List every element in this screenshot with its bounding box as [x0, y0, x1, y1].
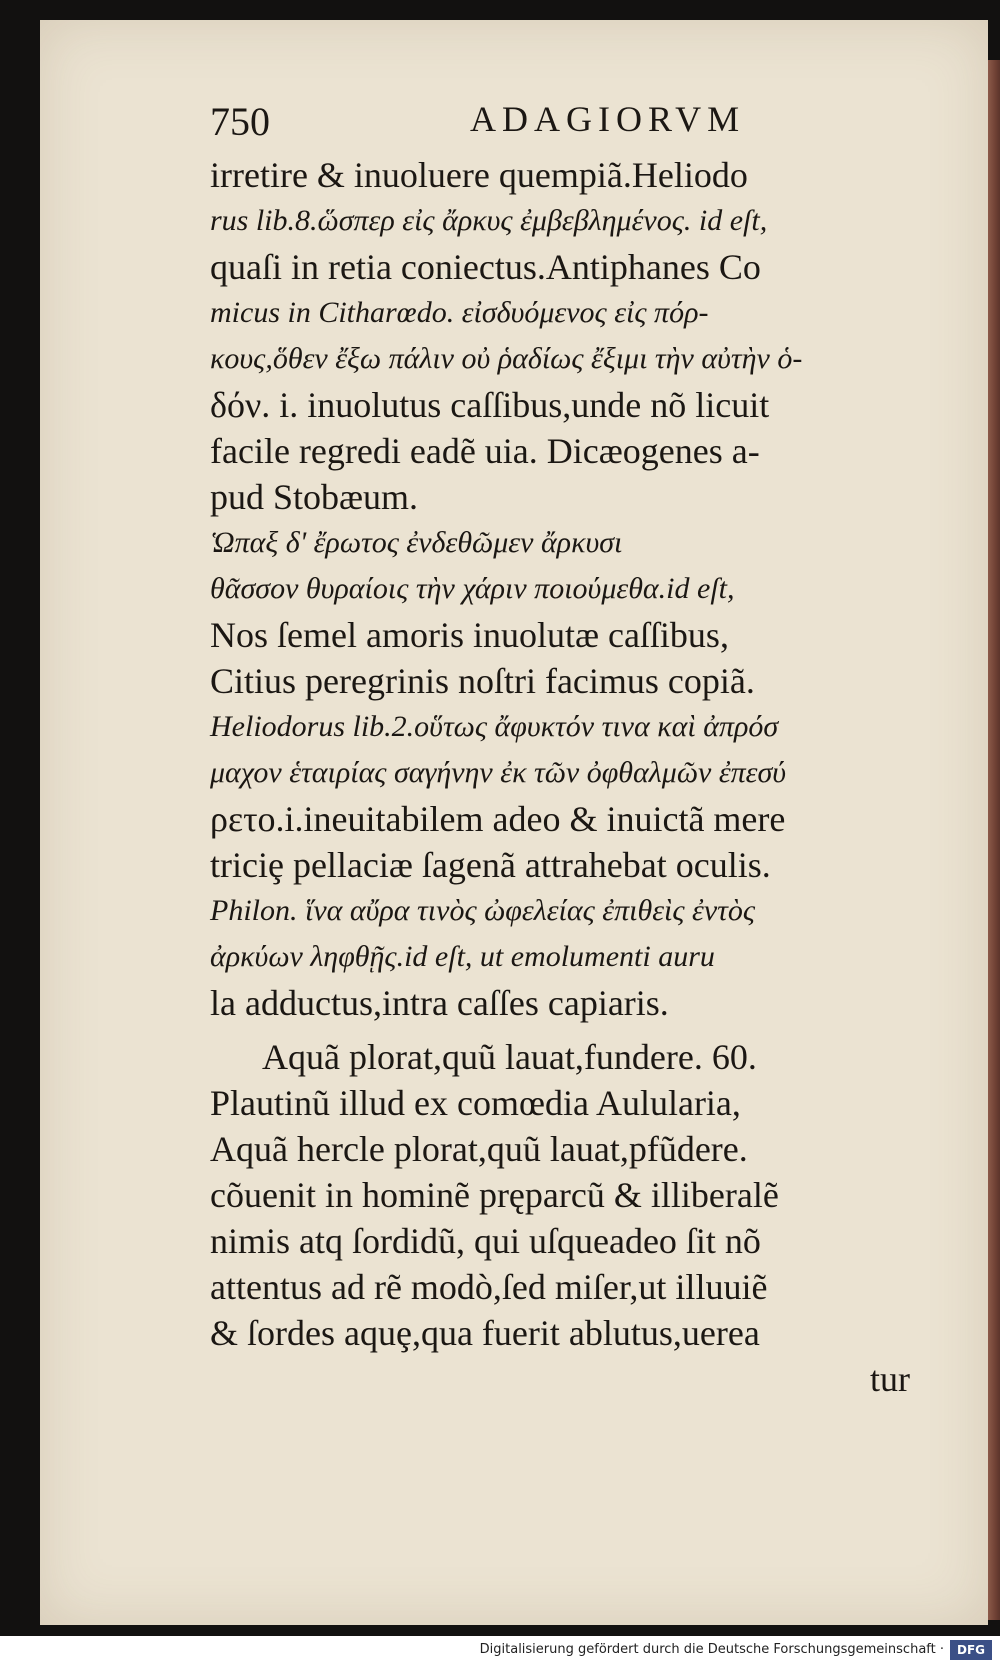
text-line: cõuenit in hominẽ pręparcũ & illiberalẽ: [210, 1175, 779, 1215]
adage-heading: Aquã plorat,quũ lauat,fundere. 60.: [262, 1037, 757, 1077]
text-line: Citius peregrinis noſtri facimus copiã.: [210, 661, 755, 701]
text-line: Plautinũ illud ex comœdia Aulularia,: [210, 1083, 741, 1123]
text-line: rus lib.8.ὥσπερ εἰς ἄρκυς ἐμβεβλημένος. id eſt,: [210, 204, 768, 237]
page-number: 750: [210, 99, 270, 144]
text-line: triciȩ pellaciæ ſagenã attrahebat oculis.: [210, 845, 771, 885]
text-line: Aquã hercle plorat,quũ lauat,pfũdere.: [210, 1129, 748, 1169]
funding-credit: Digitalisierung gefördert durch die Deutsche Forschungsgemeinschaft ·: [479, 1642, 944, 1657]
text-line: Heliodorus lib.2.οὕτως ἄφυκτόν τινα καὶ ἀπρόσ: [210, 710, 779, 743]
text-line: μαχον ἑταιρίας σαγήνην ἐκ τῶν ὀφθαλμῶν ἐπεσύ: [210, 756, 787, 789]
paragraph-gap: [210, 1026, 950, 1034]
footer-bar: [0, 1636, 1000, 1664]
text-line: ρετο.i.ineuitabilem adeo & inuictã mere: [210, 799, 786, 839]
dfg-logo: DFG: [950, 1640, 992, 1660]
text-line: attentus ad rẽ modò,ſed miſer,ut illuuiẽ: [210, 1267, 768, 1307]
text-line: facile regredi eadẽ uia. Dicæogenes a-: [210, 431, 760, 471]
page-edge: [988, 60, 1000, 1620]
text-line: pud Stobæum.: [210, 477, 419, 517]
catchword: tur: [870, 1359, 910, 1399]
running-head: ADAGIORVM: [470, 99, 746, 139]
text-block: [210, 152, 950, 1402]
text-line: Ὡπαξ δ' ἔρωτος ἐνδεθῶμεν ἄρκυσι: [210, 526, 623, 559]
text-line: ἀρκύων ληφθῇς.id eſt, ut emolumenti auru: [210, 940, 715, 973]
text-line: δόν. i. inuolutus caſſibus,unde nõ licuit: [210, 385, 770, 425]
text-line: nimis atq ſordidũ, qui uſqueadeo ſit nõ: [210, 1221, 761, 1261]
text-line: & ſordes aquȩ,qua fuerit ablutus,uerea: [210, 1313, 760, 1353]
text-line: κους,ὅθεν ἔξω πάλιν οὐ ῥαδίως ἔξιμι τὴν αὐτὴν ὁ-: [210, 342, 803, 375]
text-line: θᾶσσον θυραίοις τὴν χάριν ποιούμεθα.id eſt,: [210, 572, 735, 605]
text-line: irretire & inuoluere quempiã.Heliodo: [210, 155, 748, 195]
text-line: Philon. ἵνα αὔρα τινὸς ὠφελείας ἐπιθεὶς ἐντὸς: [210, 894, 756, 927]
text-line: la adductus,intra caſſes capiaris.: [210, 983, 669, 1023]
text-line: quaſi in retia coniectus.Antiphanes Co: [210, 247, 761, 287]
text-line: Nos ſemel amoris inuolutæ caſſibus,: [210, 615, 729, 655]
text-line: micus in Citharœdo. εἰσδυόμενος εἰς πόρ-: [210, 296, 709, 329]
